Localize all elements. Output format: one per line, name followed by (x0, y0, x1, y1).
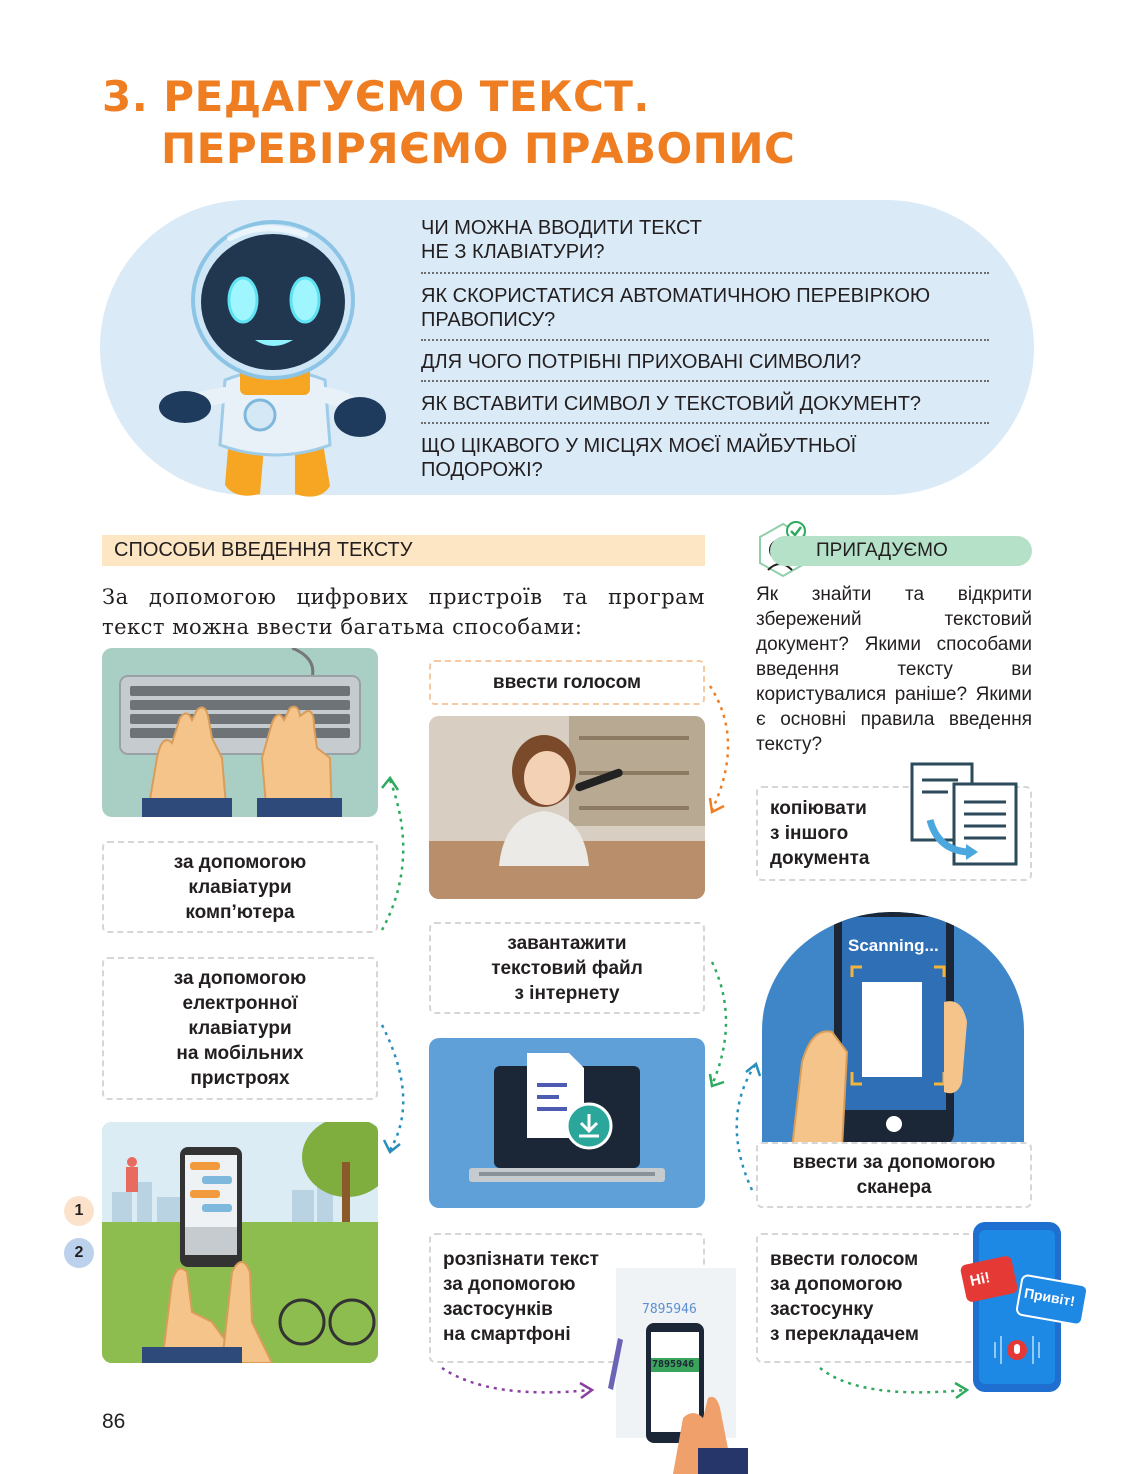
method-mobile-line-2: електронної (182, 993, 298, 1014)
method-keyboard-line-3: комп’ютера (185, 902, 295, 923)
page-number: 86 (102, 1410, 126, 1433)
question-5-line-1: ЩО ЦІКАВОГО У МІСЦЯХ МОЄЇ МАЙБУТНЬОЇ (421, 435, 857, 457)
method-recognize-line-4: на смартфоні (443, 1324, 571, 1345)
method-scanner-line-2: сканера (856, 1177, 932, 1198)
lead-paragraph: За допомогою цифрових пристроїв та програм текст можна ввести багатьма способами: (102, 585, 705, 639)
chapter-title-line-1: 3. РЕДАГУЄМО ТЕКСТ. (102, 72, 650, 121)
method-mobile-line-1: за допомогою (173, 968, 307, 989)
question-4-line-1: ЯК ВСТАВИТИ СИМВОЛ У ТЕКСТОВИЙ ДОКУМЕНТ? (421, 393, 922, 415)
question-3-line-1: ДЛЯ ЧОГО ПОТРІБНІ ПРИХОВАНІ СИМВОЛИ? (421, 351, 862, 373)
method-download-line-3: з інтернету (514, 983, 620, 1004)
method-translator-line-3: застосунку (770, 1299, 874, 1320)
remember-text: Як знайти та відкрити збережений текстовий документ? Якими способами введення тексту ви користувалися раніше? Якими є основні правила введення тексту? (756, 584, 1032, 755)
bubble-hi-text: Hi! (968, 1269, 992, 1290)
method-copy-line-1: копіювати (770, 798, 867, 819)
method-scanner-line-1: ввести за допомогою (792, 1152, 996, 1173)
method-mobile-line-5: пристроях (190, 1068, 290, 1089)
ocr-paper-number: 7895946 (642, 1302, 697, 1317)
method-download-line-1: завантажити (507, 933, 627, 954)
question-2-line-1: ЯК СКОРИСТАТИСЯ АВТОМАТИЧНОЮ ПЕРЕВІРКОЮ (421, 285, 931, 307)
question-2-line-2: ПРАВОПИСУ? (421, 309, 556, 331)
method-recognize-line-3: застосунків (443, 1299, 553, 1320)
chapter-title-line-2: ПЕРЕВІРЯЄМО ПРАВОПИС (161, 124, 796, 173)
method-keyboard-line-1: за допомогою (173, 852, 307, 873)
method-mobile-line-4: на мобільних (176, 1043, 304, 1064)
question-1-line-1: ЧИ МОЖНА ВВОДИТИ ТЕКСТ (421, 217, 703, 239)
badge-level-2: 2 (64, 1238, 94, 1268)
section-heading: СПОСОБИ ВВЕДЕННЯ ТЕКСТУ (102, 535, 705, 566)
question-1-line-2: НЕ З КЛАВІАТУРИ? (421, 241, 605, 263)
method-copy-line-2: з іншого (770, 823, 849, 844)
method-voice-box: ввести голосом (429, 660, 705, 705)
method-download-line-2: текстовий файл (491, 958, 643, 979)
method-recognize-line-2: за допомогою (443, 1274, 576, 1295)
method-copy-line-3: документа (770, 848, 870, 869)
ocr-screen-number: 7895946 (652, 1359, 695, 1370)
scanning-screen-text: Scanning... (848, 936, 939, 955)
question-5-line-2: ПОДОРОЖІ? (421, 459, 543, 481)
remember-label: ПРИГАДУЄМО (770, 536, 1032, 566)
badge-level-1: 1 (64, 1196, 94, 1226)
method-mobile-line-3: клавіатури (188, 1018, 292, 1039)
method-keyboard-line-2: клавіатури (188, 877, 292, 898)
method-recognize-line-1: розпізнати текст (443, 1249, 599, 1270)
method-translator-line-2: за допомогою (770, 1274, 903, 1295)
method-translator-line-4: з перекладачем (770, 1324, 919, 1345)
bubble-privit-text: Привіт! (1023, 1284, 1077, 1310)
method-translator-line-1: ввести голосом (770, 1249, 919, 1270)
